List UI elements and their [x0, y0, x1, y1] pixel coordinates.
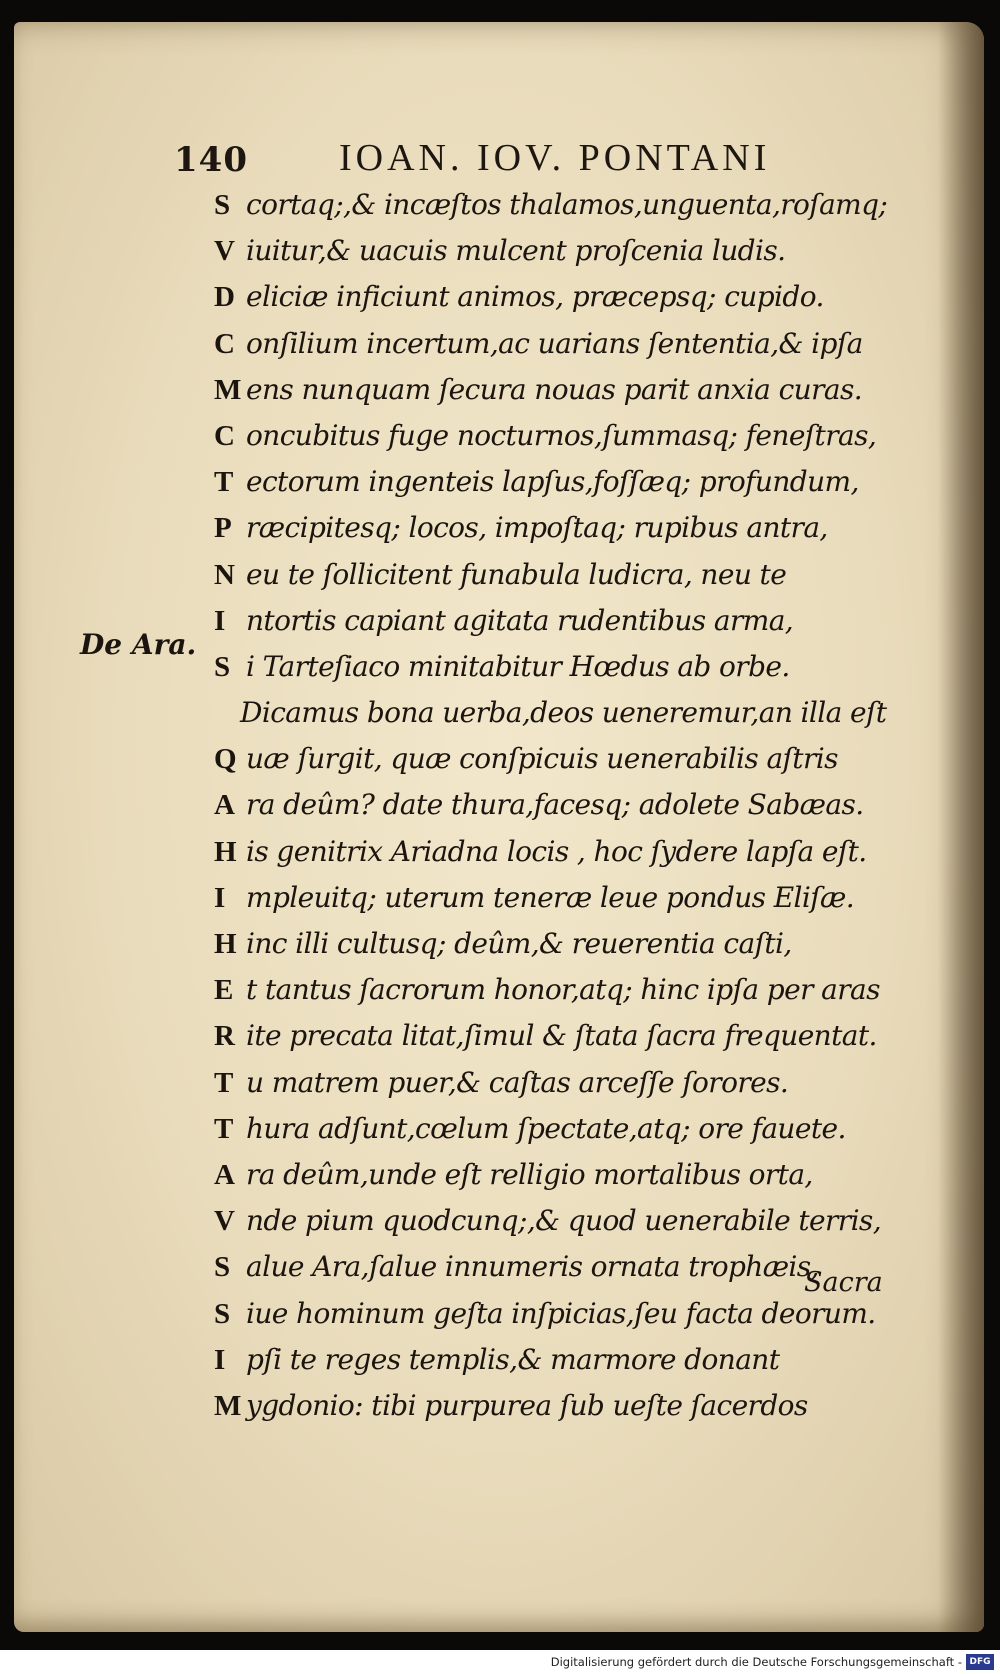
- verse-text: mpleuitq; uterum teneræ leue pondus Eliſæ.: [246, 880, 855, 914]
- verse-line: [214, 1013, 934, 1059]
- verse-line: [214, 598, 934, 644]
- verse-text: ntortis capiant agitata rudentibus arma,: [246, 603, 794, 637]
- verse-line: [214, 875, 934, 921]
- marginal-note: De Ara.: [80, 628, 197, 661]
- verse-line: [214, 967, 934, 1013]
- verse-initial: N: [214, 558, 235, 591]
- verse-initial: R: [214, 1020, 235, 1053]
- page-gutter-shadow: [938, 22, 984, 1632]
- verse-line: [214, 1060, 934, 1106]
- verse-line: [214, 505, 934, 551]
- verse-text: iuitur,& uacuis mulcent proſcenia ludis.: [246, 234, 786, 268]
- verse-line: [214, 182, 934, 228]
- verse-line: [214, 552, 934, 598]
- verse-line: [214, 1106, 934, 1152]
- verse-line: [214, 1337, 934, 1383]
- verse-text: oncubitus fuge nocturnos,ſummasq; feneſtras,: [246, 418, 877, 452]
- verse-line: [214, 367, 934, 413]
- verse-text: u matrem puer,& caſtas arceſſe ſorores.: [246, 1065, 789, 1099]
- verse-line: [214, 413, 934, 459]
- verse-text: cortaq;,& incæſtos thalamos,unguenta,roſamq;: [246, 188, 888, 221]
- verse-initial: T: [214, 1112, 234, 1145]
- verse-initial: I: [214, 1343, 226, 1376]
- verse-text: ygdonio: tibi purpurea ſub ueſte ſacerdos: [246, 1388, 808, 1422]
- verse-initial: P: [214, 512, 232, 545]
- verse-initial: D: [214, 281, 235, 314]
- verse-initial: Q: [214, 743, 237, 776]
- verse-text: pſi te reges templis,& marmore donant: [246, 1342, 780, 1376]
- verse-text: alue Ara,ſalue innumeris ornata trophæis,: [246, 1250, 819, 1284]
- book-page: [14, 22, 984, 1632]
- verse-initial: S: [214, 650, 231, 683]
- digitization-footer: [0, 1650, 1000, 1676]
- verse-text: eliciæ inficiunt animos, præcepsq; cupido.: [246, 280, 824, 314]
- verse-initial: S: [214, 1251, 231, 1284]
- verse-text: inc illi cultusq; deûm,& reuerentia caſti,: [246, 927, 792, 960]
- verse-line: [214, 1383, 934, 1429]
- verse-line: [214, 921, 934, 967]
- verse-text: ræcipitesq; locos, impoſtaq; rupibus antra,: [246, 511, 828, 545]
- verse-line: [214, 644, 934, 690]
- verse-initial: V: [214, 235, 235, 268]
- verse-text: t tantus ſacrorum honor,atq; hinc ipſa per aras: [246, 973, 880, 1007]
- dfg-logo: DFG: [966, 1654, 994, 1670]
- verse-line: [214, 690, 934, 736]
- verse-text: ectorum ingenteis lapſus,foſſæq; profundum,: [246, 465, 859, 499]
- verse-text: ra deûm,unde eſt relligio mortalibus orta,: [246, 1157, 813, 1191]
- verse-initial: C: [214, 327, 235, 360]
- verse-initial: A: [214, 789, 235, 822]
- page-header: [174, 132, 814, 182]
- verse-initial: V: [214, 1205, 235, 1238]
- verse-initial: H: [214, 928, 237, 960]
- verse-line: [214, 1198, 934, 1244]
- verse-text: Dicamus bona uerba,deos ueneremur,an illa eſt: [240, 696, 887, 730]
- verse-line: [214, 459, 934, 505]
- verse-initial: T: [214, 466, 234, 499]
- verse-text: hura adſunt,cœlum ſpectate,atq; ore fauete.: [246, 1111, 846, 1145]
- verse-initial: S: [214, 1297, 231, 1330]
- verse-line: [214, 1152, 934, 1198]
- verse-line: [214, 782, 934, 828]
- verse-initial: T: [214, 1066, 234, 1099]
- verse-text: ra deûm? date thura,facesq; adolete Sabæas.: [246, 788, 864, 822]
- verse-line: [214, 736, 934, 782]
- verse-block: [214, 182, 934, 1429]
- verse-text: ite precata litat,ſimul & ſtata ſacra frequentat.: [246, 1019, 877, 1053]
- verse-initial: C: [214, 419, 235, 452]
- catchword: Sacra: [804, 1267, 883, 1298]
- verse-text: eu te ſollicitent funabula ludicra, neu te: [246, 557, 787, 591]
- verse-initial: H: [214, 835, 237, 868]
- page-number: 140: [174, 140, 248, 180]
- verse-text: i Tarteſiaco minitabitur Hœdus ab orbe.: [246, 649, 790, 683]
- verse-line: [214, 321, 934, 367]
- verse-line: [214, 274, 934, 320]
- verse-initial: A: [214, 1158, 235, 1191]
- verse-initial: I: [214, 604, 226, 637]
- verse-initial: M: [214, 373, 242, 406]
- verse-text: uæ ſurgit, quæ conſpicuis uenerabilis aſtris: [246, 742, 838, 776]
- verse-text: nde pium quodcunq;,& quod uenerabile terris,: [246, 1204, 882, 1238]
- verse-initial: M: [214, 1389, 242, 1422]
- verse-text: is genitrix Ariadna locis , hoc ſydere lapſa eſt.: [246, 834, 867, 868]
- verse-text: ens nunquam ſecura nouas parit anxia curas.: [246, 372, 863, 406]
- verse-initial: E: [214, 974, 234, 1007]
- verse-line: [214, 829, 934, 875]
- funding-credit: Digitalisierung gefördert durch die Deutsche Forschungsgemeinschaft -: [550, 1655, 962, 1669]
- verse-text: onſilium incertum,ac uarians ſententia,& ipſa: [246, 326, 863, 360]
- verse-text: iue hominum geſta inſpicias,ſeu facta deorum.: [246, 1296, 876, 1330]
- verse-initial: I: [214, 881, 226, 914]
- running-head: IOAN. IOV. PONTANI: [339, 137, 771, 179]
- verse-initial: S: [214, 189, 231, 221]
- verse-line: [214, 228, 934, 274]
